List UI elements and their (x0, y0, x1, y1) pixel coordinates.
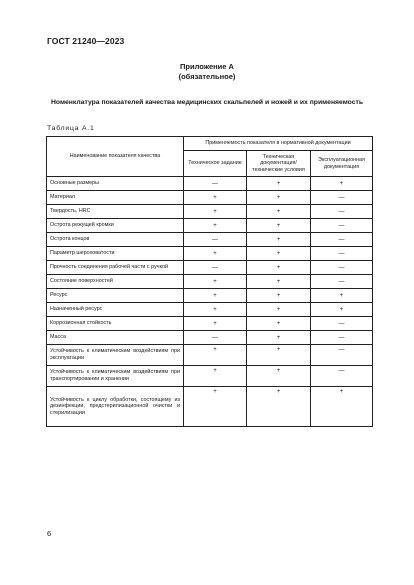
table-row (47, 233, 373, 247)
table-row (47, 317, 373, 331)
table-row (47, 345, 373, 366)
value-operational-documentation: — (311, 205, 373, 219)
value-technical-task: + (184, 345, 247, 366)
value-technical-task: — (184, 177, 247, 191)
value-operational-documentation: — (311, 219, 373, 233)
value-technical-documentation: + (247, 303, 311, 317)
value-technical-task: + (184, 275, 247, 289)
value-technical-task: — (184, 261, 247, 275)
value-operational-documentation: — (311, 345, 373, 366)
table-row (47, 303, 373, 317)
header-technical-task: Техническое задание (184, 151, 247, 177)
table-row (47, 331, 373, 345)
indicator-name: Устойчивость к климатическим воздействиям при эксплуатации (47, 345, 184, 366)
table-row (47, 275, 373, 289)
indicator-name: Масса (47, 331, 184, 345)
indicator-name: Устойчивость к циклу обработки, состоящему из дезинфекции, предстерилизационной очистки и стерилизации (47, 387, 184, 427)
indicator-name: Основные размеры (47, 177, 184, 191)
indicator-name: Параметр шероховатости (47, 247, 184, 261)
header-applicability-group: Применяемость показателя в нормативной документации (184, 137, 373, 151)
table-row (47, 191, 373, 205)
value-technical-documentation: + (247, 261, 311, 275)
value-technical-task: + (184, 219, 247, 233)
indicator-name: Коррозионная стойкость (47, 317, 184, 331)
value-operational-documentation: — (311, 366, 373, 387)
indicator-name: Устойчивость к климатическим воздействиям при транспортировании и хранении (47, 366, 184, 387)
value-operational-documentation: + (311, 289, 373, 303)
value-operational-documentation: — (311, 191, 373, 205)
header-indicator-name: Наименование показателя качества (47, 137, 184, 177)
value-technical-task: + (184, 247, 247, 261)
indicator-name: Твердость, HRC (47, 205, 184, 219)
value-technical-task: + (184, 191, 247, 205)
value-technical-documentation: + (247, 275, 311, 289)
value-technical-documentation: + (247, 247, 311, 261)
indicator-name: Прочность соединения рабочей части с ручкой (47, 261, 184, 275)
value-operational-documentation: — (311, 317, 373, 331)
value-technical-task: + (184, 366, 247, 387)
value-operational-documentation: + (311, 387, 373, 427)
value-operational-documentation: — (311, 275, 373, 289)
indicator-name: Назначенный ресурс (47, 303, 184, 317)
value-operational-documentation: — (311, 247, 373, 261)
value-technical-documentation: + (247, 345, 311, 366)
header-operational-documentation: Эксплуатационная документация (311, 151, 373, 177)
value-operational-documentation: + (311, 303, 373, 317)
table-row (47, 289, 373, 303)
value-technical-documentation: + (247, 233, 311, 247)
value-technical-documentation: + (247, 177, 311, 191)
value-technical-task: + (184, 205, 247, 219)
header-technical-documentation: Техническая документация/технические условия (247, 151, 311, 177)
appendix-status: (обязательное) (178, 71, 236, 81)
table-header-row (47, 137, 373, 151)
value-technical-documentation: + (247, 219, 311, 233)
value-technical-task: — (184, 233, 247, 247)
value-technical-documentation: + (247, 331, 311, 345)
page-number: 6 (47, 529, 52, 538)
indicator-name: Материал (47, 191, 184, 205)
value-operational-documentation: — (311, 261, 373, 275)
value-technical-documentation: + (247, 289, 311, 303)
document-code: ГОСТ 21240—2023 (47, 36, 125, 46)
table-row (47, 177, 373, 191)
appendix-heading (0, 62, 414, 81)
value-operational-documentation: — (311, 233, 373, 247)
table-row (47, 387, 373, 427)
value-technical-documentation: + (247, 191, 311, 205)
value-technical-task: — (184, 331, 247, 345)
table-row (47, 247, 373, 261)
appendix-title: Номенклатура показателей качества медицинских скальпелей и ножей и их применяемость (51, 99, 363, 106)
value-technical-documentation: + (247, 366, 311, 387)
table-row (47, 205, 373, 219)
indicator-name: Ресурс (47, 289, 184, 303)
value-operational-documentation: + (311, 177, 373, 191)
value-technical-task: + (184, 387, 247, 427)
value-technical-documentation: + (247, 387, 311, 427)
value-technical-documentation: + (247, 205, 311, 219)
indicator-name: Острота режущей кромки (47, 219, 184, 233)
table-row (47, 261, 373, 275)
value-technical-documentation: + (247, 317, 311, 331)
appendix-label: Приложение А (180, 62, 234, 71)
indicator-name: Острота концов (47, 233, 184, 247)
indicator-name: Состояние поверхностей (47, 275, 184, 289)
value-operational-documentation: — (311, 331, 373, 345)
value-technical-task: + (184, 289, 247, 303)
value-technical-task: + (184, 303, 247, 317)
table-row (47, 219, 373, 233)
table-caption: Таблица А.1 (47, 125, 95, 132)
value-technical-task: + (184, 317, 247, 331)
quality-indicators-table (46, 136, 373, 427)
table-row (47, 366, 373, 387)
